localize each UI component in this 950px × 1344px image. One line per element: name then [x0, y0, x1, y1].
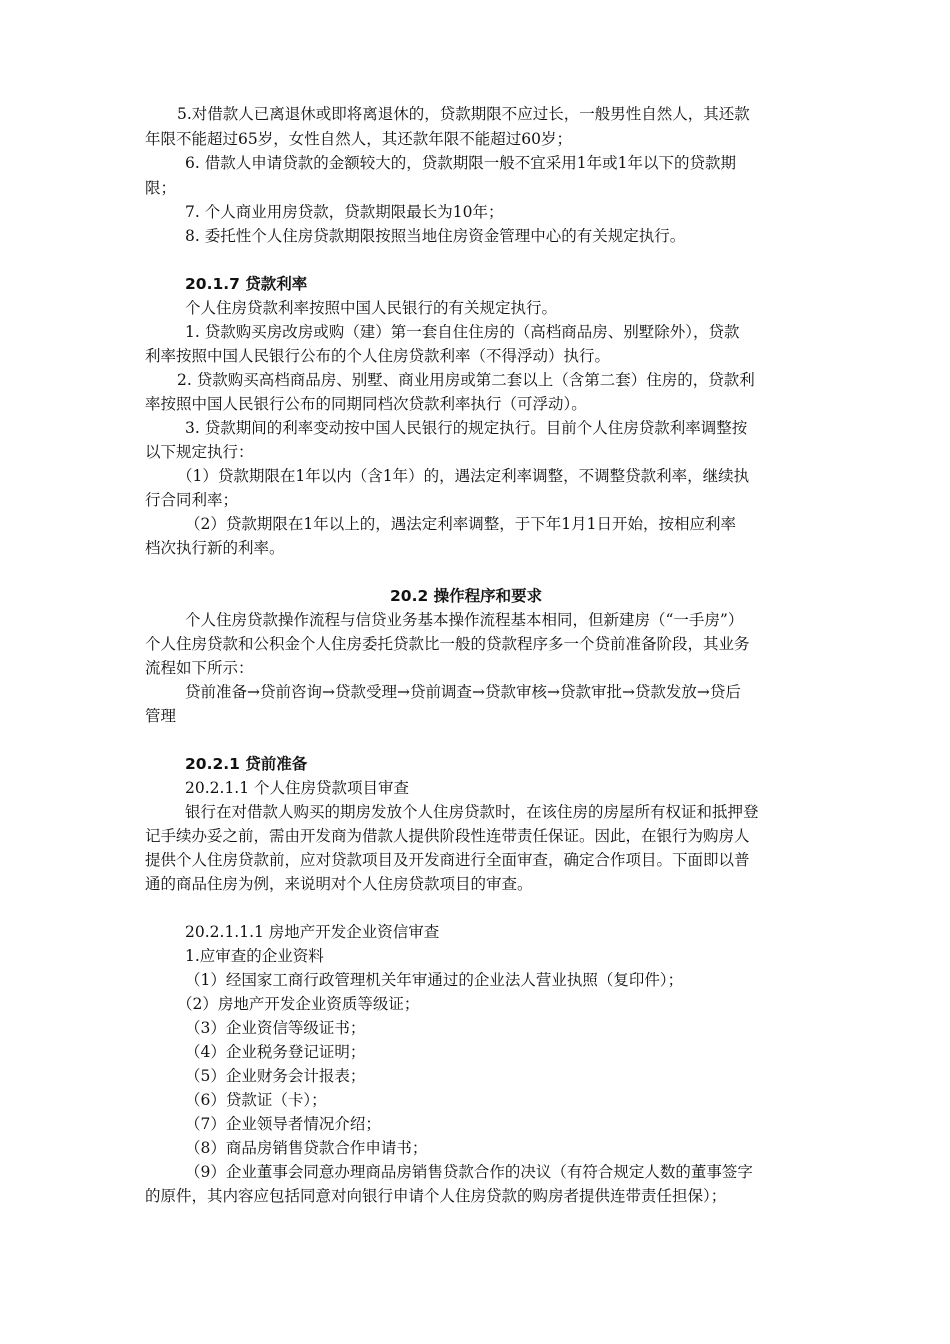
text-line: （1）经国家工商行政管理机关年审通过的企业法人营业执照（复印件）；: [185, 971, 684, 989]
text-line: 通的商品住房为例，来说明对个人住房贷款项目的审查。: [145, 875, 533, 893]
text-line: （2）房地产开发企业资质等级证；: [177, 995, 420, 1013]
text-line: 提供个人住房贷款前，应对贷款项目及开发商进行全面审查，确定合作项目。下面即以普: [145, 851, 750, 869]
text-line: 管理: [145, 707, 177, 725]
text-line: 利率按照中国人民银行公布的个人住房贷款利率（不得浮动）执行。: [145, 347, 611, 365]
section-heading: 20.2.1 贷前准备: [185, 755, 308, 773]
section-heading: 20.2 操作程序和要求: [390, 587, 543, 605]
text-line: 行合同利率；: [145, 491, 239, 509]
text-line: （6）贷款证（卡）；: [185, 1091, 327, 1109]
text-line: 20.2.1.1 个人住房贷款项目审查: [185, 779, 410, 797]
text-line: （9）企业董事会同意办理商品房销售贷款合作的决议（有符合规定人数的董事签字: [185, 1163, 753, 1181]
text-line: 个人住房贷款利率按照中国人民银行的有关规定执行。: [185, 299, 558, 317]
text-line: 个人住房贷款和公积金个人住房委托贷款比一般的贷款程序多一个贷前准备阶段，其业务: [145, 635, 750, 653]
text-line: 流程如下所示：: [145, 659, 254, 677]
text-line: 8. 委托性个人住房贷款期限按照当地住房资金管理中心的有关规定执行。: [185, 227, 686, 245]
text-line: 3. 贷款期间的利率变动按中国人民银行的规定执行。目前个人住房贷款利率调整按: [185, 419, 748, 437]
text-line: 率按照中国人民银行公布的同期同档次贷款利率执行（可浮动）。: [145, 395, 587, 413]
text-line: 7. 个人商业用房贷款，贷款期限最长为10年；: [185, 203, 504, 221]
text-line: 银行在对借款人购买的期房发放个人住房贷款时，在该住房的房屋所有权证和抵押登: [185, 803, 759, 821]
text-line: 2. 贷款购买高档商品房、别墅、商业用房或第二套以上（含第二套）住房的，贷款利: [177, 371, 755, 389]
text-line: 20.2.1.1.1 房地产开发企业资信审查: [185, 923, 440, 941]
text-line: 1.应审查的企业资料: [185, 947, 324, 965]
text-line: 限；: [145, 179, 177, 197]
text-line: （2）贷款期限在1年以上的，遇法定利率调整，于下年1月1日开始，按相应利率: [185, 515, 736, 533]
text-line: 6. 借款人申请贷款的金额较大的，贷款期限一般不宜采用1年或1年以下的贷款期: [185, 154, 736, 172]
text-line: 年限不能超过65岁，女性自然人，其还款年限不能超过60岁；: [145, 130, 572, 148]
text-line: （4）企业税务登记证明；: [185, 1043, 366, 1061]
text-line: （7）企业领导者情况介绍；: [185, 1115, 381, 1133]
text-line: 以下规定执行：: [145, 443, 254, 461]
text-line: （1）贷款期限在1年以内（含1年）的，遇法定利率调整，不调整贷款利率，继续执: [177, 467, 750, 485]
text-line: 贷前准备→贷前咨询→贷款受理→贷前调查→贷款审核→贷款审批→贷款发放→贷后: [185, 683, 741, 701]
text-line: （8）商品房销售贷款合作申请书；: [185, 1139, 428, 1157]
text-line: 5.对借款人已离退休或即将离退休的，贷款期限不应过长，一般男性自然人，其还款: [177, 105, 750, 123]
text-line: 记手续办妥之前，需由开发商为借款人提供阶段性连带责任保证。因此，在银行为购房人: [145, 827, 750, 845]
section-heading: 20.1.7 贷款利率: [185, 275, 308, 293]
text-line: 个人住房贷款操作流程与信贷业务基本操作流程基本相同，但新建房（“一手房”）: [185, 611, 744, 629]
text-line: （5）企业财务会计报表；: [185, 1067, 366, 1085]
text-line: （3）企业资信等级证书；: [185, 1019, 366, 1037]
text-line: 档次执行新的利率。: [145, 539, 285, 557]
text-line: 的原件，其内容应包括同意对向银行申请个人住房贷款的购房者提供连带责任担保）；: [145, 1187, 727, 1205]
text-line: 1. 贷款购买房改房或购（建）第一套自住住房的（高档商品房、别墅除外），贷款: [185, 323, 740, 341]
